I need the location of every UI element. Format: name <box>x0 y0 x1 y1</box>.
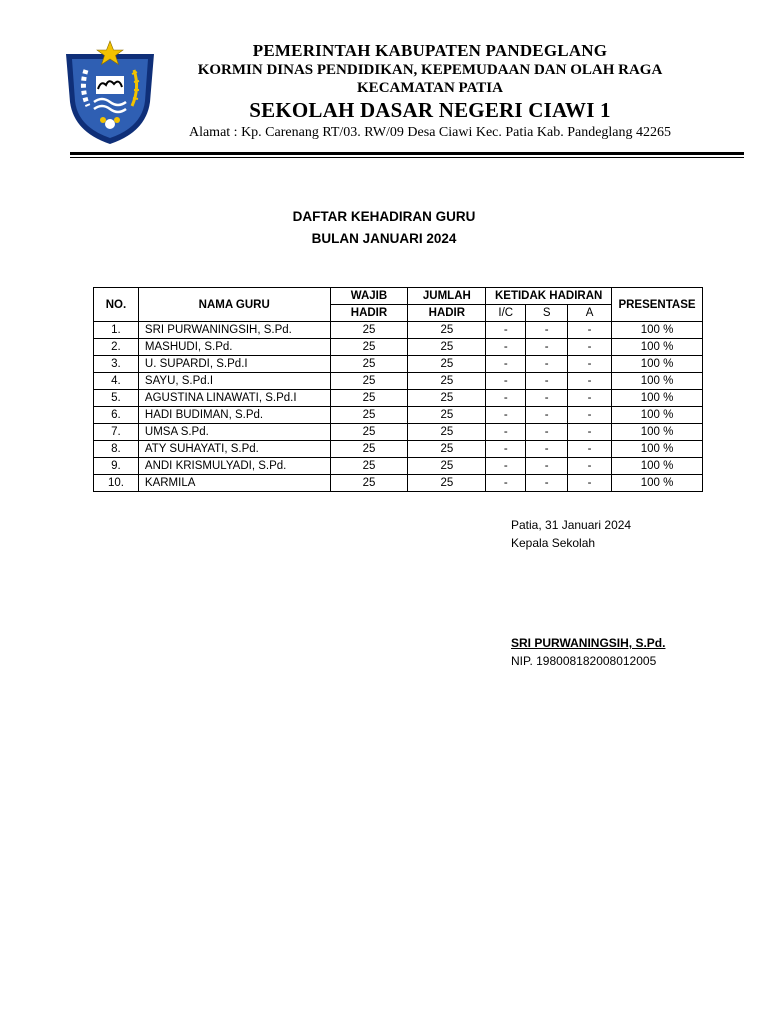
cell-wajib: 25 <box>330 390 408 407</box>
cell-jumlah: 25 <box>408 441 486 458</box>
letterhead-school-name: SEKOLAH DASAR NEGERI CIAWI 1 <box>249 98 611 122</box>
cell-ic: - <box>486 458 526 475</box>
cell-presentase: 100 % <box>612 458 703 475</box>
cell-s: - <box>526 407 568 424</box>
table-row <box>94 407 703 424</box>
cell-s: - <box>526 356 568 373</box>
cell-presentase: 100 % <box>612 339 703 356</box>
cell-ic: - <box>486 322 526 339</box>
header-ic: I/C <box>486 305 526 322</box>
letterhead-address: Alamat : Kp. Carenang RT/03. RW/09 Desa Ciawi Kec. Patia Kab. Pandeglang 42265 <box>188 125 672 140</box>
cell-presentase: 100 % <box>612 407 703 424</box>
cell-wajib: 25 <box>330 322 408 339</box>
header-wajib-line2: HADIR <box>330 305 408 322</box>
cell-nama: SAYU, S.Pd.I <box>138 373 330 390</box>
cell-no: 8. <box>94 441 139 458</box>
cell-jumlah: 25 <box>408 407 486 424</box>
cell-s: - <box>526 339 568 356</box>
cell-no: 4. <box>94 373 139 390</box>
cell-a: - <box>568 339 612 356</box>
header-nama-guru: NAMA GURU <box>138 288 330 322</box>
cell-a: - <box>568 356 612 373</box>
table-row <box>94 322 703 339</box>
header-jumlah-line1: JUMLAH <box>408 288 486 305</box>
cell-nama: UMSA S.Pd. <box>138 424 330 441</box>
cell-ic: - <box>486 339 526 356</box>
table-header-row <box>94 288 703 305</box>
cell-nama: SRI PURWANINGSIH, S.Pd. <box>138 322 330 339</box>
cell-jumlah: 25 <box>408 390 486 407</box>
cell-jumlah: 25 <box>408 458 486 475</box>
cell-presentase: 100 % <box>612 424 703 441</box>
cell-wajib: 25 <box>330 458 408 475</box>
cell-jumlah: 25 <box>408 373 486 390</box>
table-row <box>94 356 703 373</box>
cell-jumlah: 25 <box>408 475 486 492</box>
cell-a: - <box>568 407 612 424</box>
cell-ic: - <box>486 390 526 407</box>
header-s: S <box>526 305 568 322</box>
cell-jumlah: 25 <box>408 424 486 441</box>
cell-ic: - <box>486 441 526 458</box>
cell-jumlah: 25 <box>408 356 486 373</box>
letterhead-divider-thick <box>70 152 744 155</box>
cell-a: - <box>568 424 612 441</box>
header-wajib-line1: WAJIB <box>330 288 408 305</box>
header-a: A <box>568 305 612 322</box>
table-row <box>94 458 703 475</box>
cell-presentase: 100 % <box>612 441 703 458</box>
cell-ic: - <box>486 356 526 373</box>
cell-ic: - <box>486 407 526 424</box>
table-row <box>94 475 703 492</box>
cell-s: - <box>526 390 568 407</box>
pandeglang-regency-emblem-icon <box>62 40 158 146</box>
letterhead <box>150 41 710 142</box>
cell-wajib: 25 <box>330 373 408 390</box>
cell-ic: - <box>486 475 526 492</box>
table-row <box>94 390 703 407</box>
cell-nama: MASHUDI, S.Pd. <box>138 339 330 356</box>
cell-ic: - <box>486 424 526 441</box>
cell-s: - <box>526 475 568 492</box>
document-subtitle: BULAN JANUARI 2024 <box>311 231 457 246</box>
cell-presentase: 100 % <box>612 390 703 407</box>
cell-a: - <box>568 373 612 390</box>
table-row <box>94 373 703 390</box>
cell-jumlah: 25 <box>408 322 486 339</box>
signature-role: Kepala Sekolah <box>511 536 596 550</box>
letterhead-department: KORMIN DINAS PENDIDIKAN, KEPEMUDAAN DAN OLAH RAGA <box>197 62 663 78</box>
cell-wajib: 25 <box>330 441 408 458</box>
cell-presentase: 100 % <box>612 322 703 339</box>
cell-s: - <box>526 322 568 339</box>
cell-a: - <box>568 441 612 458</box>
cell-presentase: 100 % <box>612 356 703 373</box>
cell-s: - <box>526 441 568 458</box>
letterhead-government: PEMERINTAH KABUPATEN PANDEGLANG <box>252 41 608 60</box>
cell-a: - <box>568 475 612 492</box>
cell-no: 2. <box>94 339 139 356</box>
cell-nama: KARMILA <box>138 475 330 492</box>
cell-presentase: 100 % <box>612 373 703 390</box>
cell-s: - <box>526 373 568 390</box>
cell-a: - <box>568 458 612 475</box>
cell-ic: - <box>486 373 526 390</box>
table-row <box>94 424 703 441</box>
signature-place-date: Patia, 31 Januari 2024 <box>511 518 632 532</box>
cell-wajib: 25 <box>330 356 408 373</box>
cell-no: 5. <box>94 390 139 407</box>
cell-a: - <box>568 390 612 407</box>
header-no: NO. <box>94 288 139 322</box>
cell-s: - <box>526 458 568 475</box>
cell-s: - <box>526 424 568 441</box>
cell-nama: ATY SUHAYATI, S.Pd. <box>138 441 330 458</box>
cell-wajib: 25 <box>330 424 408 441</box>
letterhead-district: KECAMATAN PATIA <box>357 80 503 96</box>
table-row <box>94 339 703 356</box>
cell-no: 1. <box>94 322 139 339</box>
header-jumlah-line2: HADIR <box>408 305 486 322</box>
cell-nama: AGUSTINA LINAWATI, S.Pd.I <box>138 390 330 407</box>
header-presentase: PRESENTASE <box>612 288 703 322</box>
cell-presentase: 100 % <box>612 475 703 492</box>
cell-no: 9. <box>94 458 139 475</box>
cell-a: - <box>568 322 612 339</box>
cell-wajib: 25 <box>330 475 408 492</box>
cell-no: 7. <box>94 424 139 441</box>
signature-name: SRI PURWANINGSIH, S.Pd. <box>511 636 666 650</box>
letterhead-divider-thin <box>70 157 744 158</box>
attendance-table <box>93 287 703 492</box>
cell-no: 10. <box>94 475 139 492</box>
cell-nama: U. SUPARDI, S.Pd.I <box>138 356 330 373</box>
cell-no: 6. <box>94 407 139 424</box>
document-title: DAFTAR KEHADIRAN GURU <box>292 209 476 224</box>
cell-nama: HADI BUDIMAN, S.Pd. <box>138 407 330 424</box>
header-ketidak-hadiran: KETIDAK HADIRAN <box>486 288 612 305</box>
cell-wajib: 25 <box>330 407 408 424</box>
cell-nama: ANDI KRISMULYADI, S.Pd. <box>138 458 330 475</box>
table-row <box>94 441 703 458</box>
cell-no: 3. <box>94 356 139 373</box>
signature-nip: NIP. 198008182008012005 <box>511 654 657 668</box>
cell-wajib: 25 <box>330 339 408 356</box>
cell-jumlah: 25 <box>408 339 486 356</box>
